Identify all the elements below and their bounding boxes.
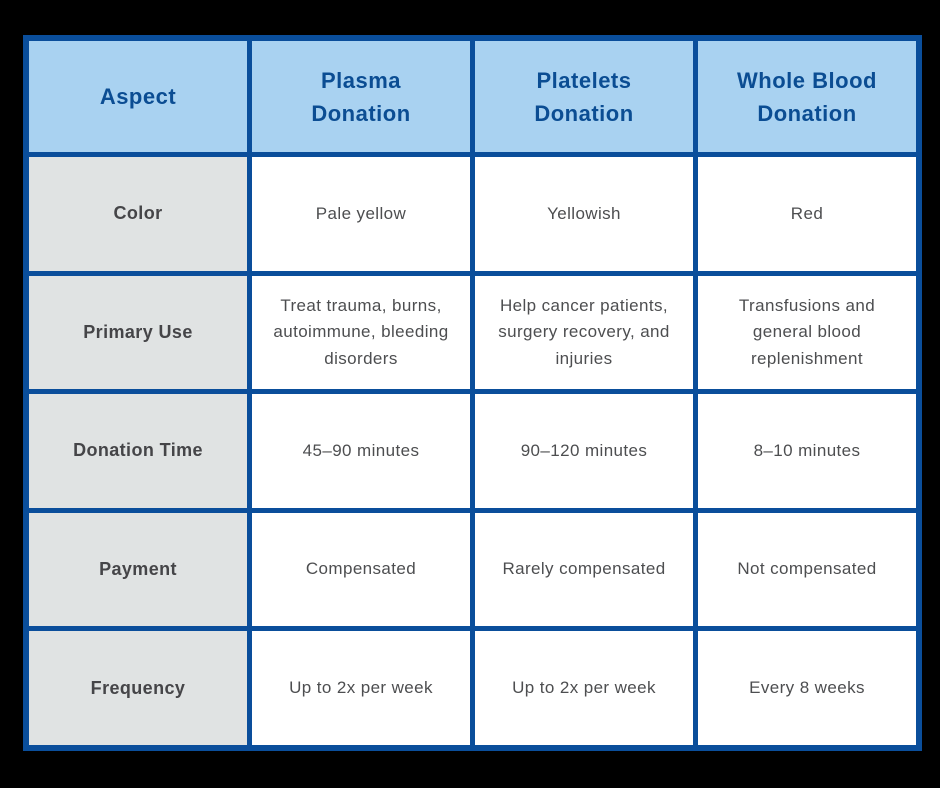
cell-primary-use-whole-blood: Transfusions and general blood replenishment [698,276,916,390]
cell-primary-use-plasma: Treat trauma, burns, autoimmune, bleeding disorders [252,276,470,390]
cell-primary-use-platelets: Help cancer patients, surgery recovery, and injuries [475,276,693,390]
cell-frequency-whole-blood: Every 8 weeks [698,631,916,745]
cell-color-whole-blood: Red [698,157,916,271]
header-cell-aspect: Aspect [29,41,247,152]
row-label-donation-time: Donation Time [29,394,247,508]
row-label-frequency: Frequency [29,631,247,745]
row-label-color: Color [29,157,247,271]
cell-frequency-plasma: Up to 2x per week [252,631,470,745]
cell-frequency-platelets: Up to 2x per week [475,631,693,745]
row-label-primary-use: Primary Use [29,276,247,390]
cell-payment-whole-blood: Not compensated [698,513,916,627]
cell-donation-time-plasma: 45–90 minutes [252,394,470,508]
cell-donation-time-platelets: 90–120 minutes [475,394,693,508]
cell-color-plasma: Pale yellow [252,157,470,271]
header-cell-platelets-donation: Platelets Donation [475,41,693,152]
cell-color-platelets: Yellowish [475,157,693,271]
header-cell-whole-blood-donation: Whole Blood Donation [698,41,916,152]
cell-donation-time-whole-blood: 8–10 minutes [698,394,916,508]
cell-payment-platelets: Rarely compensated [475,513,693,627]
header-cell-plasma-donation: Plasma Donation [252,41,470,152]
cell-payment-plasma: Compensated [252,513,470,627]
comparison-table [23,35,922,751]
row-label-payment: Payment [29,513,247,627]
